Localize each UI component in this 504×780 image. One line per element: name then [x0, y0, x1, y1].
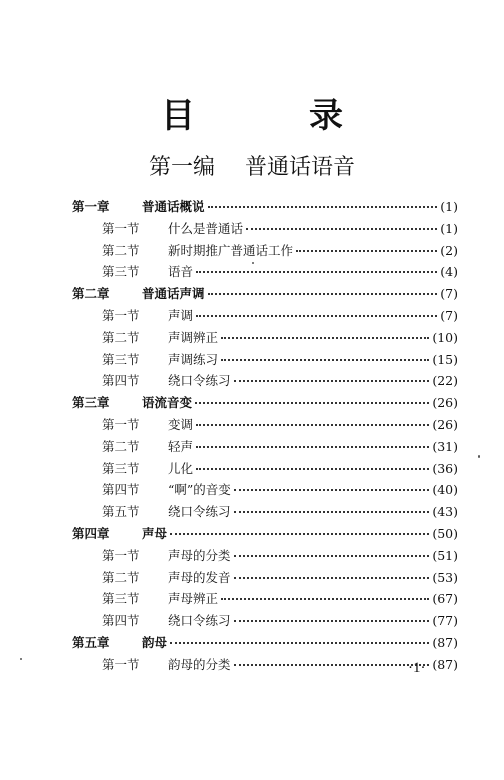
dot-leader [296, 244, 437, 252]
dot-leader [170, 636, 429, 644]
dot-leader [196, 418, 429, 426]
dot-leader [195, 396, 429, 404]
entry-title: “啊”的音变 [168, 482, 231, 498]
entry-number: 第三节 [102, 591, 140, 607]
dot-leader [208, 287, 438, 295]
toc-chapter-entry [72, 524, 458, 546]
entry-number: 第二章 [72, 286, 110, 302]
entry-title: 声调辨正 [168, 329, 219, 345]
toc-section-entry [72, 415, 458, 437]
toc-section-entry [72, 306, 458, 328]
entry-number: 第一节 [102, 547, 140, 563]
entry-page: (2) [440, 242, 458, 258]
entry-number: 第二节 [102, 569, 140, 585]
entry-number: 第四节 [102, 373, 140, 389]
toc-section-entry [72, 219, 458, 241]
toc-section-entry [72, 371, 458, 393]
toc-section-entry [72, 568, 458, 590]
toc-section-entry [72, 589, 458, 611]
entry-page: (1) [440, 199, 458, 214]
dot-leader [234, 571, 430, 579]
entry-number: 第五节 [102, 504, 140, 520]
entry-page: (26) [432, 395, 458, 411]
entry-title: 语流音变 [142, 395, 193, 411]
entry-title: 声调 [168, 307, 194, 323]
entry-title: 声母的发音 [168, 569, 231, 585]
entry-number: 第一节 [102, 307, 140, 323]
entry-page: (1) [440, 220, 458, 236]
entry-number: 第一节 [102, 220, 140, 236]
toc-section-entry [72, 611, 458, 633]
dot-leader [170, 527, 429, 535]
scan-speck [20, 658, 22, 660]
dot-leader [221, 331, 429, 339]
entry-page: (31) [432, 438, 458, 454]
entry-title: 什么是普通话 [168, 220, 244, 236]
entry-title: 绕口令练习 [168, 504, 231, 520]
toc-section-entry [72, 262, 458, 284]
toc-section-entry [72, 350, 458, 372]
entry-page: (7) [440, 286, 458, 302]
entry-number: 第四节 [102, 613, 140, 629]
toc-section-entry [72, 437, 458, 459]
entry-page: (43) [432, 504, 458, 520]
entry-page: (87) [432, 656, 458, 672]
toc-section-entry [72, 655, 458, 677]
entry-title: 韵母的分类 [168, 656, 231, 672]
entry-page: (53) [432, 569, 458, 585]
dot-leader [234, 505, 430, 513]
entry-page: (77) [432, 613, 458, 629]
entry-title: 儿化 [168, 460, 194, 476]
entry-page: (40) [432, 482, 458, 498]
entry-title: 声母辨正 [168, 591, 219, 607]
entry-page: (7) [440, 307, 458, 323]
entry-number: 第四章 [72, 525, 110, 541]
entry-title: 轻声 [168, 438, 194, 454]
dot-leader [196, 440, 429, 448]
entry-title: 韵母 [142, 634, 168, 650]
toc-chapter-entry [72, 393, 458, 415]
entry-title: 声母 [142, 525, 168, 541]
dot-leader [246, 222, 437, 230]
entry-number: 第二节 [102, 438, 140, 454]
scan-speck [252, 262, 254, 264]
entry-page: (22) [432, 373, 458, 389]
entry-page: (67) [432, 591, 458, 607]
entry-page: (36) [432, 460, 458, 476]
part-name: 普通话语音 [245, 155, 356, 180]
dot-leader [234, 374, 430, 382]
entry-page: (87) [432, 634, 458, 650]
entry-number: 第三节 [102, 351, 140, 367]
dot-leader [234, 549, 430, 557]
dot-leader [221, 353, 429, 361]
page-title: 目 录 [161, 96, 383, 136]
entry-title: 绕口令练习 [168, 373, 231, 389]
dot-leader [208, 200, 438, 208]
entry-number: 第二节 [102, 242, 140, 258]
dot-leader [221, 592, 429, 600]
dot-leader [234, 658, 430, 666]
entry-title: 绕口令练习 [168, 613, 231, 629]
entry-title: 语音 [168, 264, 194, 280]
entry-number: 第四节 [102, 482, 140, 498]
toc-section-entry [72, 241, 458, 263]
dot-leader [234, 483, 430, 491]
entry-number: 第三节 [102, 264, 140, 280]
entry-number: 第一节 [102, 416, 140, 432]
entry-number: 第五章 [72, 634, 110, 650]
entry-number: 第三章 [72, 395, 110, 411]
entry-number: 第一节 [102, 656, 140, 672]
entry-page: (15) [432, 351, 458, 367]
entry-title: 声调练习 [168, 351, 219, 367]
toc-list [72, 197, 458, 677]
entry-page: (10) [432, 329, 458, 345]
page-number: ·1· [408, 660, 426, 676]
entry-title: 普通话声调 [142, 286, 205, 302]
entry-page: (50) [432, 525, 458, 541]
toc-section-entry [72, 502, 458, 524]
dot-leader [196, 462, 429, 470]
part-heading [0, 150, 504, 181]
dot-leader [196, 265, 437, 273]
toc-chapter-entry [72, 284, 458, 306]
entry-title: 新时期推广普通话工作 [168, 242, 294, 258]
entry-title: 声母的分类 [168, 547, 231, 563]
toc-section-entry [72, 480, 458, 502]
entry-page: (51) [432, 547, 458, 563]
toc-section-entry [72, 328, 458, 350]
entry-title: 普通话概说 [142, 199, 205, 214]
entry-number: 第二节 [102, 329, 140, 345]
toc-section-entry [72, 546, 458, 568]
entry-number: 第三节 [102, 460, 140, 476]
scan-speck [478, 455, 480, 458]
entry-number: 第一章 [72, 199, 110, 214]
entry-title: 变调 [168, 416, 194, 432]
dot-leader [196, 309, 437, 317]
part-label: 第一编 [148, 155, 215, 180]
toc-chapter-entry [72, 633, 458, 655]
entry-page: (26) [432, 416, 458, 432]
entry-page: (4) [440, 264, 458, 280]
toc-section-entry [72, 459, 458, 481]
toc-chapter-entry [72, 197, 458, 219]
dot-leader [234, 614, 430, 622]
